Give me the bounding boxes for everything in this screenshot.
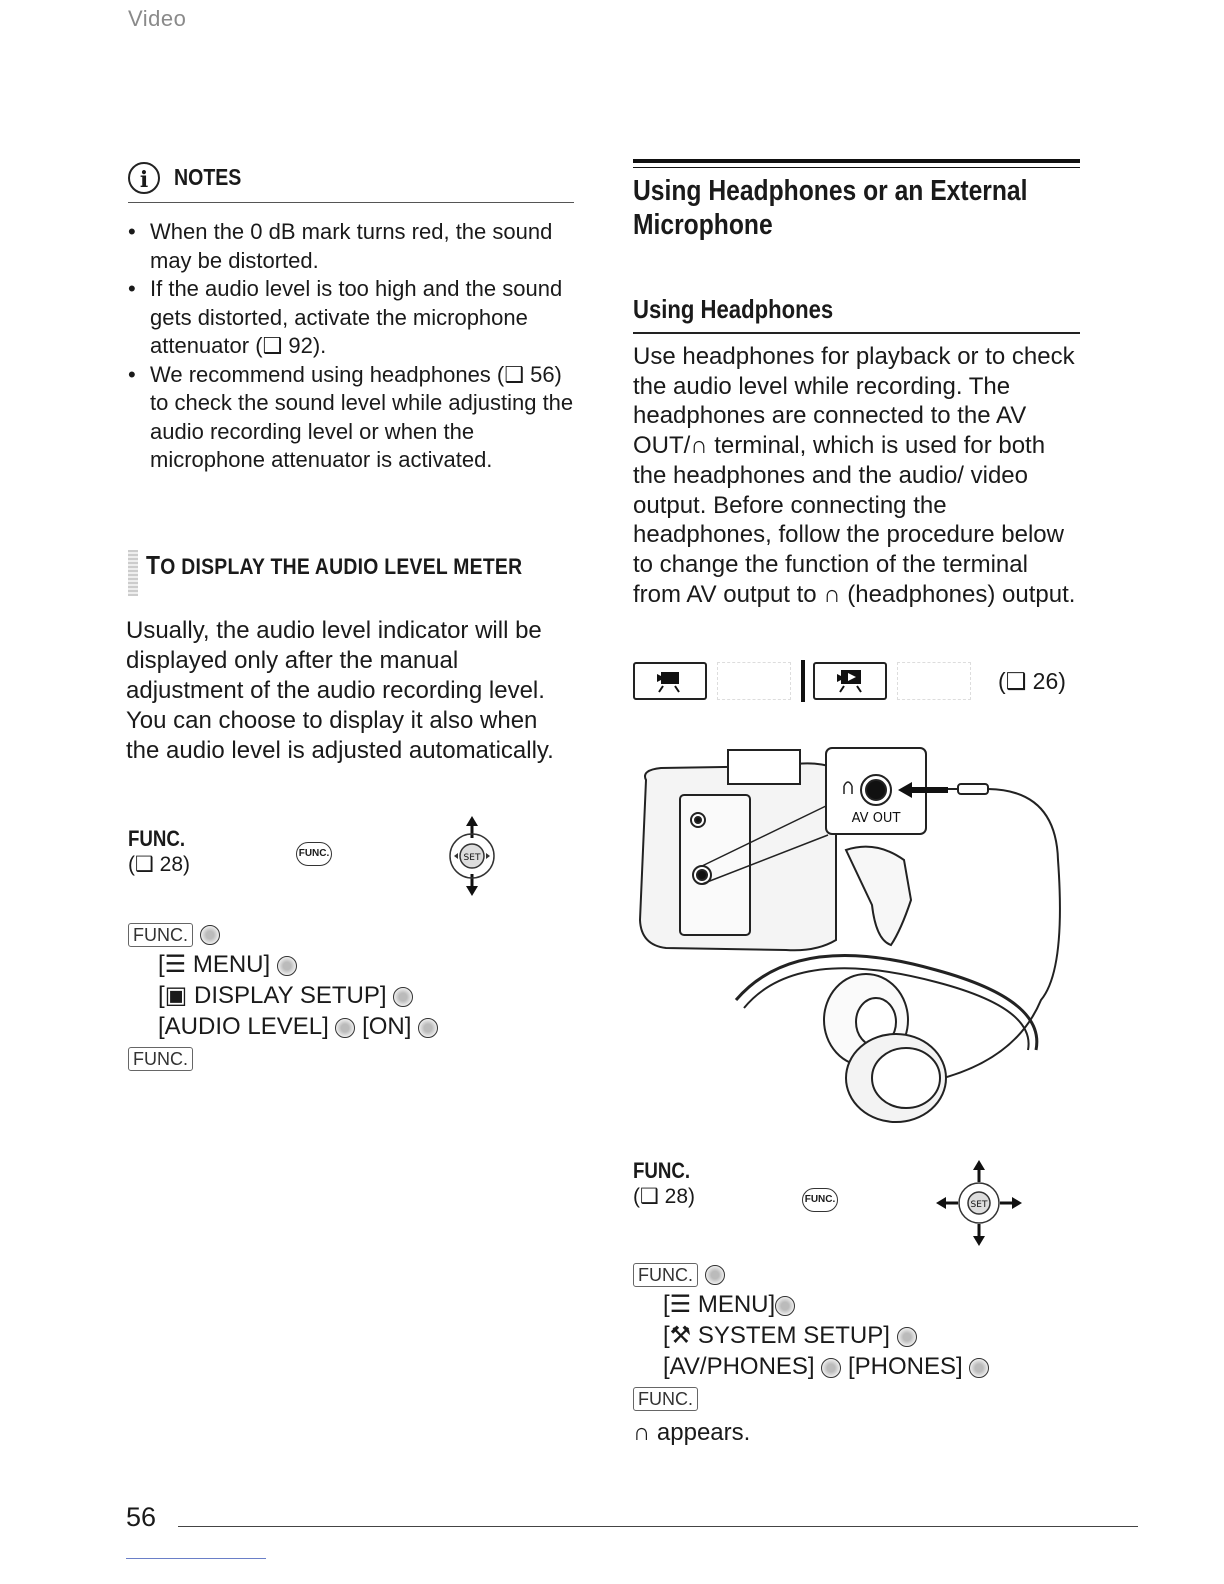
subheading-rule bbox=[633, 332, 1080, 334]
func-key-end: FUNC. bbox=[128, 1047, 193, 1071]
step-system-setup: [⚒ SYSTEM SETUP] bbox=[663, 1322, 890, 1349]
note-item: • We recommend using headphones (❑ 56) to check the sound level while adjusting the audio recording level or when the microphone attenuator is activated. bbox=[128, 361, 578, 475]
step-menu: [☰ MENU] bbox=[663, 1291, 776, 1318]
step-display-setup: [▣ DISPLAY SETUP] bbox=[158, 982, 387, 1009]
headphones-paragraph: Use headphones for playback or to check the audio level while recording. The headphones are connected to the AV OUT/∩ terminal, which is used for both the headphones and the audio/ video output. Before connecting the headphones, follow the procedure below to change the function of the terminal from AV output to ∩ (headphones) output. bbox=[633, 343, 1076, 608]
func-button-icon: FUNC. bbox=[802, 1188, 838, 1212]
step-on: [ON] bbox=[362, 1013, 412, 1040]
step-arrow-icon bbox=[418, 1018, 438, 1038]
heading-rule bbox=[633, 159, 1080, 163]
footer-link-underline bbox=[126, 1558, 266, 1559]
section-label: Video bbox=[128, 6, 187, 31]
step-arrow-icon bbox=[393, 987, 413, 1007]
right-steps bbox=[633, 1258, 989, 1448]
func-page-ref: (❑ 28) bbox=[128, 853, 191, 876]
section-heading: Using Headphones or an External Microphone bbox=[633, 175, 1028, 241]
step-arrow-icon bbox=[775, 1296, 795, 1316]
set-dial-4way-icon bbox=[934, 1158, 1024, 1248]
photo-record-mode-icon bbox=[717, 662, 791, 700]
step-arrow-icon bbox=[969, 1358, 989, 1378]
step-arrow-icon bbox=[200, 925, 220, 945]
subhead-initial: T bbox=[146, 550, 161, 580]
note-item: • If the audio level is too high and the sound gets distorted, activate the microphone attenuator (❑ 92). bbox=[128, 275, 578, 361]
notes-title: NOTES bbox=[174, 164, 242, 190]
movie-record-mode-icon bbox=[633, 662, 707, 700]
right-func-block bbox=[633, 1158, 700, 1209]
page-number: 56 bbox=[126, 1502, 157, 1532]
set-label: SET bbox=[463, 853, 481, 863]
photo-playback-mode-icon bbox=[897, 662, 971, 700]
info-icon: i bbox=[128, 162, 160, 194]
av-out-label: AV OUT bbox=[851, 811, 901, 826]
audio-level-paragraph: Usually, the audio level indicator will be displayed only after the manual adjustment of the audio recording level. You can choose to display it also when the audio level is adjusted automatically. bbox=[126, 617, 554, 764]
func-key-start: FUNC. bbox=[128, 923, 193, 947]
step-arrow-icon bbox=[897, 1327, 917, 1347]
left-func-block bbox=[128, 826, 195, 877]
headphones-connection-diagram bbox=[636, 740, 1076, 1130]
movie-playback-mode-icon bbox=[813, 662, 887, 700]
note-item: • When the 0 dB mark turns red, the sound may be distorted. bbox=[128, 218, 578, 275]
subhead-rest: O DISPLAY THE AUDIO LEVEL METER bbox=[160, 554, 523, 579]
func-key-start: FUNC. bbox=[633, 1263, 698, 1287]
step-arrow-icon bbox=[705, 1265, 725, 1285]
notes-list bbox=[128, 218, 578, 475]
mode-separator bbox=[801, 660, 805, 702]
set-dial-icon bbox=[444, 816, 500, 896]
step-menu: [☰ MENU] bbox=[158, 951, 271, 978]
result-text: ∩ appears. bbox=[633, 1419, 751, 1446]
left-steps bbox=[128, 918, 438, 1073]
mode-icons-row bbox=[633, 660, 1083, 706]
set-label: SET bbox=[970, 1200, 988, 1210]
step-phones: [PHONES] bbox=[847, 1353, 963, 1380]
notes-header bbox=[128, 160, 574, 203]
step-audio-level: [AUDIO LEVEL] bbox=[158, 1013, 329, 1040]
func-key-end: FUNC. bbox=[633, 1387, 698, 1411]
step-av-phones: [AV/PHONES] bbox=[663, 1353, 815, 1380]
step-arrow-icon bbox=[335, 1018, 355, 1038]
func-page-ref: (❑ 28) bbox=[633, 1185, 696, 1208]
mode-page-ref: (❑ 26) bbox=[998, 668, 1066, 694]
func-button-icon: FUNC. bbox=[296, 842, 332, 866]
step-arrow-icon bbox=[277, 956, 297, 976]
func-label: FUNC. bbox=[128, 826, 186, 851]
footer-rule bbox=[178, 1526, 1138, 1527]
subsection-heading: Using Headphones bbox=[633, 294, 834, 324]
heading-rule-thin bbox=[633, 167, 1080, 168]
step-arrow-icon bbox=[821, 1358, 841, 1378]
subheading-marker bbox=[128, 550, 138, 596]
func-label: FUNC. bbox=[633, 1158, 691, 1183]
